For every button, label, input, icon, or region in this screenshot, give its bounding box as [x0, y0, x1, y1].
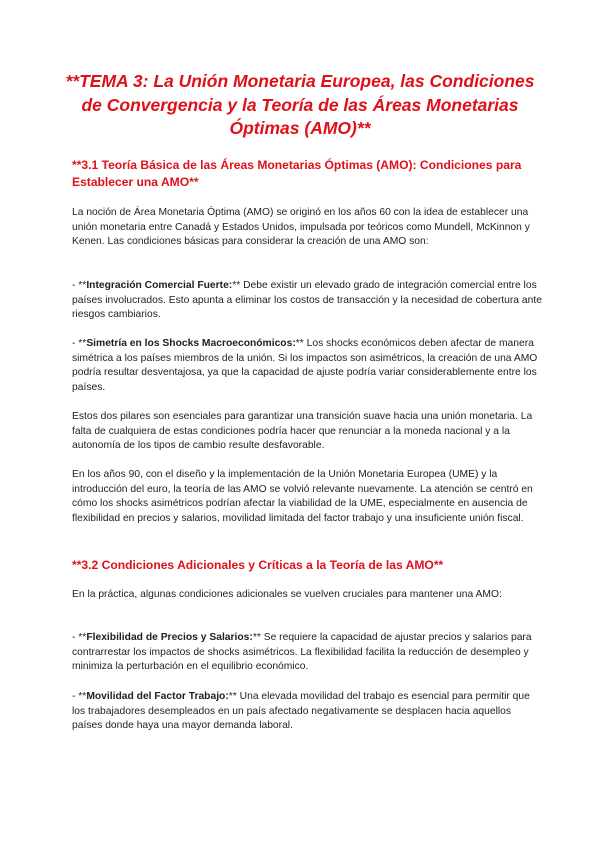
list-item-simetria-shocks: - **Simetría en los Shocks Macroeconómicos:** Los shocks económicos deben afectar de manera simétrica a los países miembros de la unión. Si los impactos son asimétricos, la creación de una AMO podría resultar desventajosa, ya que la capacidad de ajuste podría variar considerablemente entre los países.	[72, 338, 538, 393]
list-item-integracion-comercial: - **Integración Comercial Fuerte:** Debe existir un elevado grado de integración comercial entre los países involucrados. Esto apunta a eliminar los costos de transacción y la necesidad de cobertura ante riesgos cambiarios.	[72, 280, 542, 321]
list-item-label: Movilidad del Factor Trabajo:	[86, 691, 229, 702]
list-item-label: Flexibilidad de Precios y Salarios:	[86, 632, 253, 643]
section-heading-3-1: **3.1 Teoría Básica de las Áreas Monetarias Óptimas (AMO): Condiciones para Establecer una AMO**	[72, 158, 522, 189]
section1-paragraph-pilares: Estos dos pilares son esenciales para garantizar una transición suave hacia una unión monetaria. La falta de cualquiera de estas condiciones podría hacer que renunciar a la moneda nacional y a la autonomía de los tipos de cambio resulte desfavorable.	[72, 411, 533, 452]
section-heading-3-2: **3.2 Condiciones Adicionales y Críticas a la Teoría de las AMO**	[72, 558, 444, 572]
document-title: **TEMA 3: La Unión Monetaria Europea, las Condiciones de Convergencia y la Teoría de las Áreas Monetarias Óptimas (AMO)**	[65, 71, 535, 138]
section1-intro-paragraph: La noción de Área Monetaria Óptima (AMO) se originó en los años 60 con la idea de establecer una unión monetaria entre Canadá y Estados Unidos, impulsada por teóricos como Mundell, McKinnon y Kenen. Las condiciones básicas para considerar la creación de una AMO son:	[72, 207, 530, 248]
list-item-label: Simetría en los Shocks Macroeconómicos:	[86, 338, 296, 349]
section2-intro-paragraph: En la práctica, algunas condiciones adicionales se vuelven cruciales para mantener una AMO:	[72, 589, 502, 600]
section1-paragraph-anos-90: En los años 90, con el diseño y la implementación de la Unión Monetaria Europea (UME) y la introducción del euro, la teoría de las AMO se volvió relevante nuevamente. La atención se centró en cómo los shocks asimétricos podrían afectar la viabilidad de la UME, especialmente en ausencia de flexibilidad en precios y salarios, movilidad limitada del factor trabajo y una insuficiente unión fiscal.	[72, 469, 533, 524]
list-item-label: Integración Comercial Fuerte:	[86, 280, 233, 291]
list-item-flexibilidad-precios: - **Flexibilidad de Precios y Salarios:** Se requiere la capacidad de ajustar precios y salarios para contrarrestar los impactos de shocks asimétricos. La flexibilidad facilita la reducción de desempleo y minimiza la perturbación en el equilibrio económico.	[72, 632, 532, 673]
list-item-movilidad-trabajo: - **Movilidad del Factor Trabajo:** Una elevada movilidad del trabajo es esencial para permitir que los trabajadores desempleados en un país afectado negativamente se desplacen hacia aquellos países donde haya una mayor demanda laboral.	[72, 691, 530, 732]
